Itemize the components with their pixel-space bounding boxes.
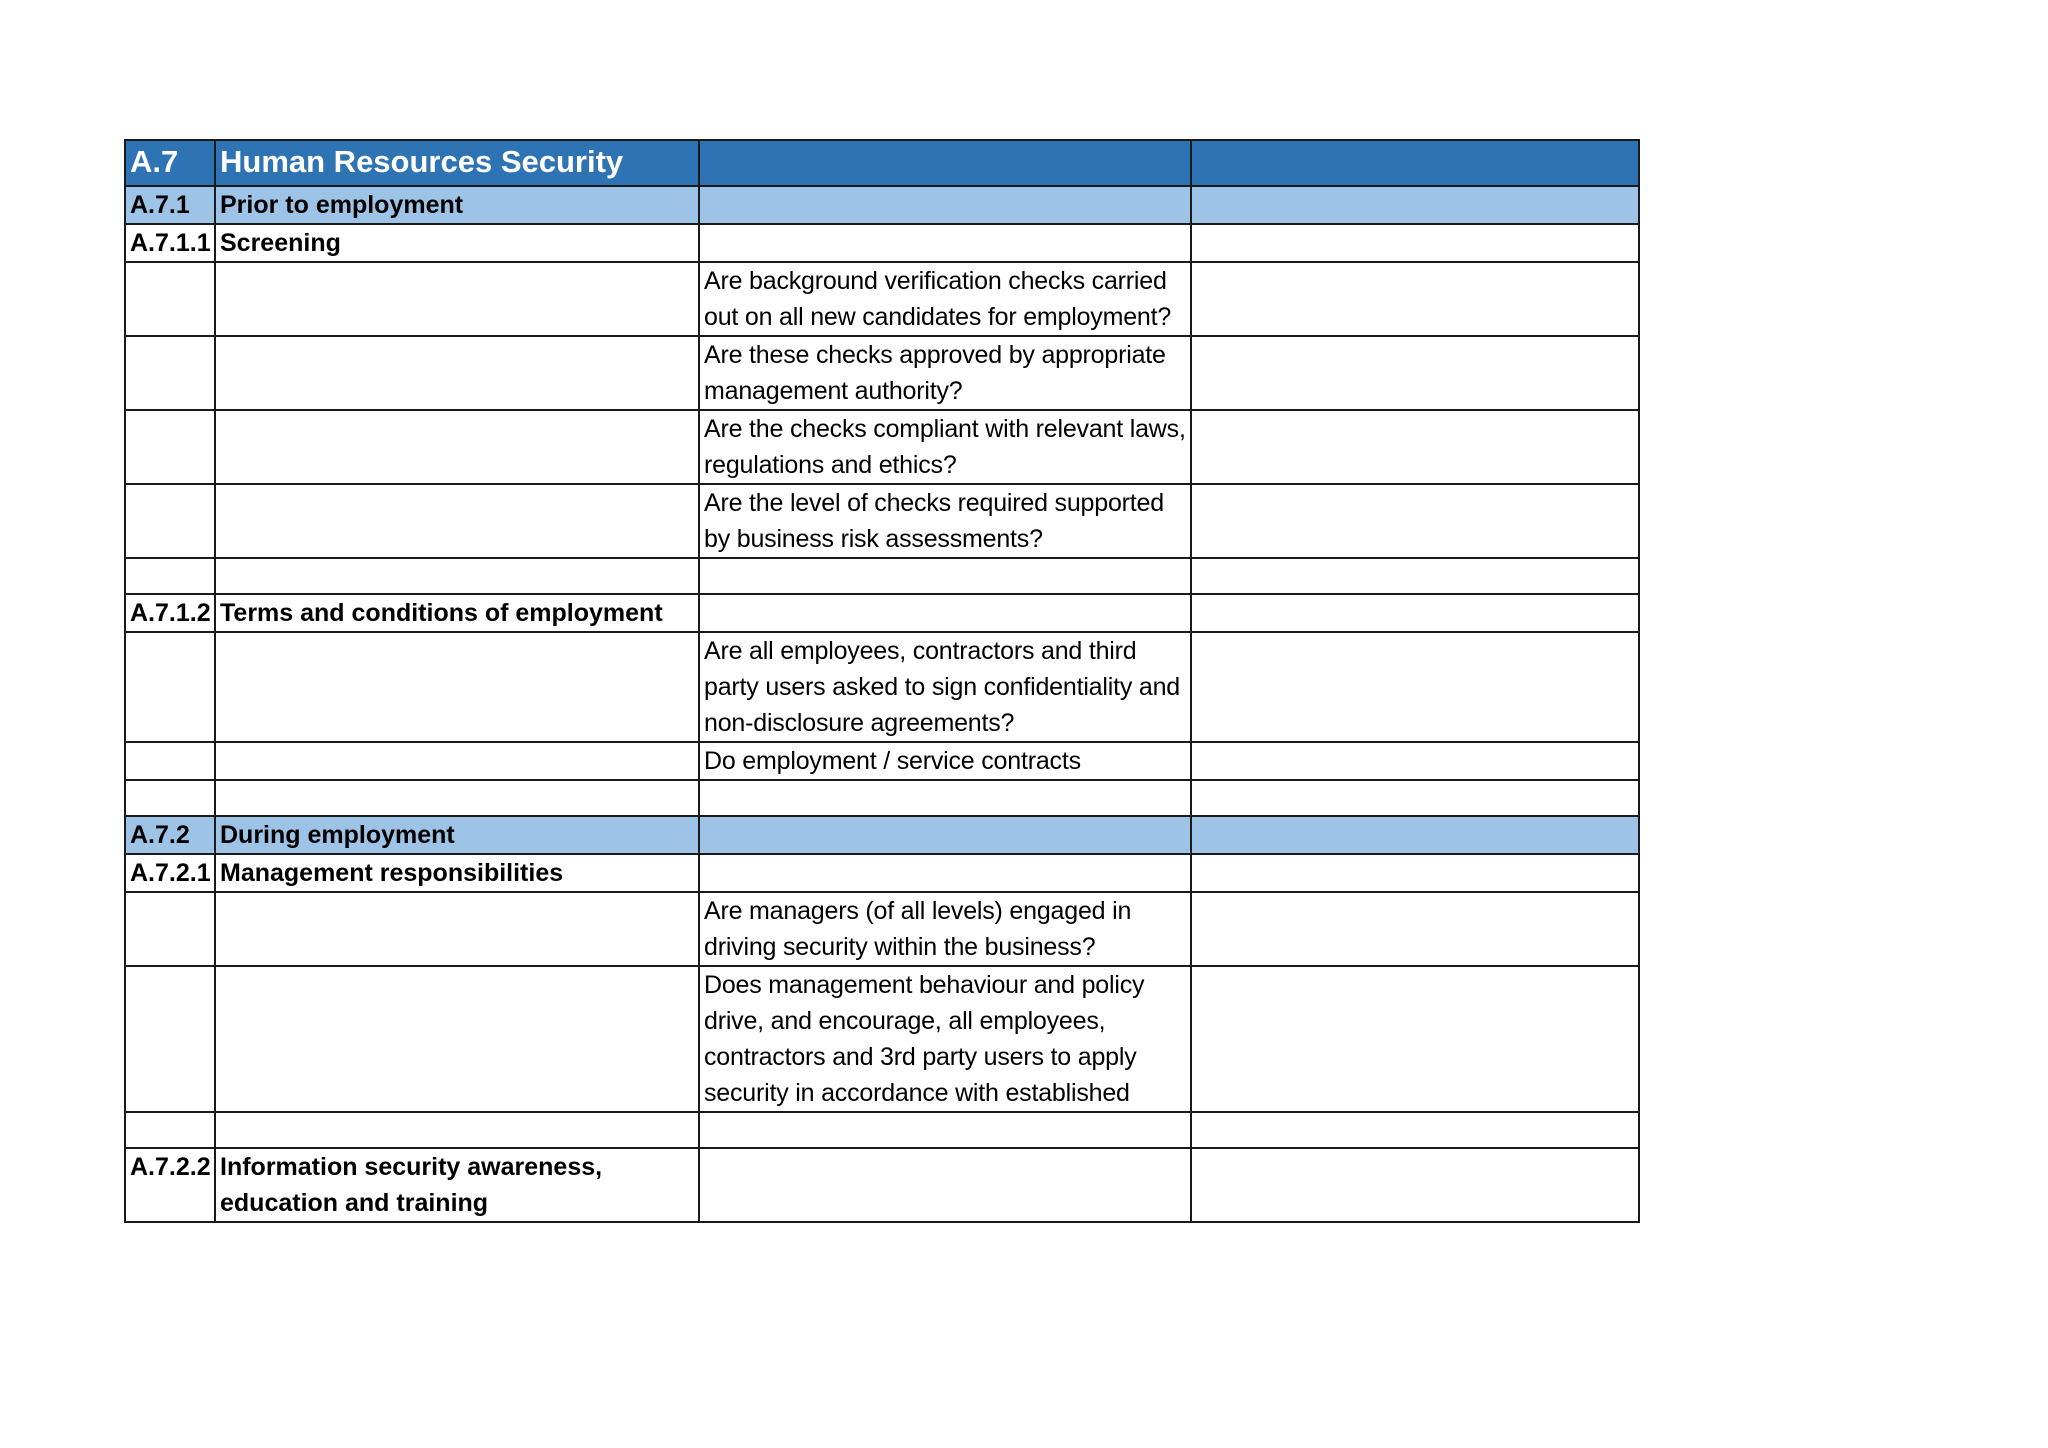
cell-code[interactable] — [125, 1112, 215, 1148]
control-row — [125, 1148, 1639, 1222]
section-header-row — [125, 816, 1639, 854]
cell-code[interactable] — [125, 742, 215, 780]
cell-question[interactable]: Are background verification checks carried out on all new candidates for employment? — [699, 262, 1191, 336]
blank-row — [125, 558, 1639, 594]
cell-label[interactable] — [215, 632, 699, 742]
cell-response[interactable] — [1191, 1112, 1639, 1148]
cell-question[interactable] — [699, 594, 1191, 632]
cell-label[interactable] — [215, 892, 699, 966]
blank-row — [125, 780, 1639, 816]
cell-response[interactable] — [1191, 966, 1639, 1112]
question-row — [125, 632, 1639, 742]
cell-question[interactable]: Does management behaviour and policy drive, and encourage, all employees, contractors and 3rd party users to apply security in accordance with established — [699, 966, 1191, 1112]
cell-label[interactable] — [215, 966, 699, 1112]
cell-response[interactable] — [1191, 484, 1639, 558]
cell-code[interactable] — [125, 262, 215, 336]
cell-label[interactable] — [215, 558, 699, 594]
cell-label[interactable] — [215, 780, 699, 816]
cell-code[interactable] — [125, 892, 215, 966]
hr-security-checklist-table — [124, 139, 1640, 1223]
cell-label[interactable] — [215, 742, 699, 780]
cell-code[interactable]: A.7.1.2 — [125, 594, 215, 632]
cell-response[interactable] — [1191, 410, 1639, 484]
cell-code[interactable] — [125, 410, 215, 484]
table-body — [125, 140, 1639, 1222]
question-row — [125, 410, 1639, 484]
cell-code[interactable]: A.7.2.2 — [125, 1148, 215, 1222]
cell-question[interactable]: Are the level of checks required supported by business risk assessments? — [699, 484, 1191, 558]
cell-label[interactable]: Management responsibilities — [215, 854, 699, 892]
question-row — [125, 262, 1639, 336]
cell-code[interactable] — [125, 966, 215, 1112]
cell-response[interactable] — [1191, 140, 1639, 186]
cell-response[interactable] — [1191, 854, 1639, 892]
cell-question[interactable] — [699, 780, 1191, 816]
cell-question[interactable]: Are managers (of all levels) engaged in driving security within the business? — [699, 892, 1191, 966]
cell-label[interactable]: During employment — [215, 816, 699, 854]
cell-code[interactable] — [125, 558, 215, 594]
cell-response[interactable] — [1191, 594, 1639, 632]
cell-response[interactable] — [1191, 558, 1639, 594]
cell-label[interactable]: Human Resources Security — [215, 140, 699, 186]
question-row — [125, 892, 1639, 966]
table-title-row — [125, 140, 1639, 186]
cell-label[interactable] — [215, 410, 699, 484]
blank-row — [125, 1112, 1639, 1148]
cell-code[interactable] — [125, 484, 215, 558]
cell-code[interactable]: A.7.2 — [125, 816, 215, 854]
cell-label[interactable]: Information security awareness, education and training — [215, 1148, 699, 1222]
cell-question[interactable] — [699, 140, 1191, 186]
cell-label[interactable]: Prior to employment — [215, 186, 699, 224]
cell-code[interactable]: A.7.2.1 — [125, 854, 215, 892]
cell-question[interactable] — [699, 1148, 1191, 1222]
section-header-row — [125, 186, 1639, 224]
cell-response[interactable] — [1191, 336, 1639, 410]
cell-question[interactable]: Are the checks compliant with relevant laws, regulations and ethics? — [699, 410, 1191, 484]
cell-response[interactable] — [1191, 632, 1639, 742]
cell-response[interactable] — [1191, 892, 1639, 966]
cell-question[interactable]: Do employment / service contracts — [699, 742, 1191, 780]
cell-response[interactable] — [1191, 816, 1639, 854]
cell-question[interactable] — [699, 224, 1191, 262]
cell-label[interactable]: Terms and conditions of employment — [215, 594, 699, 632]
cell-question[interactable] — [699, 854, 1191, 892]
cell-code[interactable] — [125, 632, 215, 742]
cell-label[interactable] — [215, 262, 699, 336]
cell-code[interactable]: A.7 — [125, 140, 215, 186]
cell-response[interactable] — [1191, 262, 1639, 336]
cell-question[interactable] — [699, 1112, 1191, 1148]
cell-question[interactable] — [699, 558, 1191, 594]
cell-question[interactable] — [699, 816, 1191, 854]
cell-response[interactable] — [1191, 780, 1639, 816]
cell-question[interactable]: Are all employees, contractors and third party users asked to sign confidentiality and non-disclosure agreements? — [699, 632, 1191, 742]
control-row — [125, 854, 1639, 892]
question-row — [125, 966, 1639, 1112]
cell-response[interactable] — [1191, 224, 1639, 262]
cell-label[interactable] — [215, 1112, 699, 1148]
cell-code[interactable]: A.7.1 — [125, 186, 215, 224]
control-row — [125, 224, 1639, 262]
question-row — [125, 742, 1639, 780]
control-row — [125, 594, 1639, 632]
cell-response[interactable] — [1191, 742, 1639, 780]
cell-code[interactable] — [125, 336, 215, 410]
cell-code[interactable] — [125, 780, 215, 816]
cell-response[interactable] — [1191, 186, 1639, 224]
cell-label[interactable] — [215, 484, 699, 558]
cell-response[interactable] — [1191, 1148, 1639, 1222]
question-row — [125, 336, 1639, 410]
cell-question[interactable] — [699, 186, 1191, 224]
cell-question[interactable]: Are these checks approved by appropriate management authority? — [699, 336, 1191, 410]
cell-label[interactable]: Screening — [215, 224, 699, 262]
question-row — [125, 484, 1639, 558]
cell-label[interactable] — [215, 336, 699, 410]
cell-code[interactable]: A.7.1.1 — [125, 224, 215, 262]
